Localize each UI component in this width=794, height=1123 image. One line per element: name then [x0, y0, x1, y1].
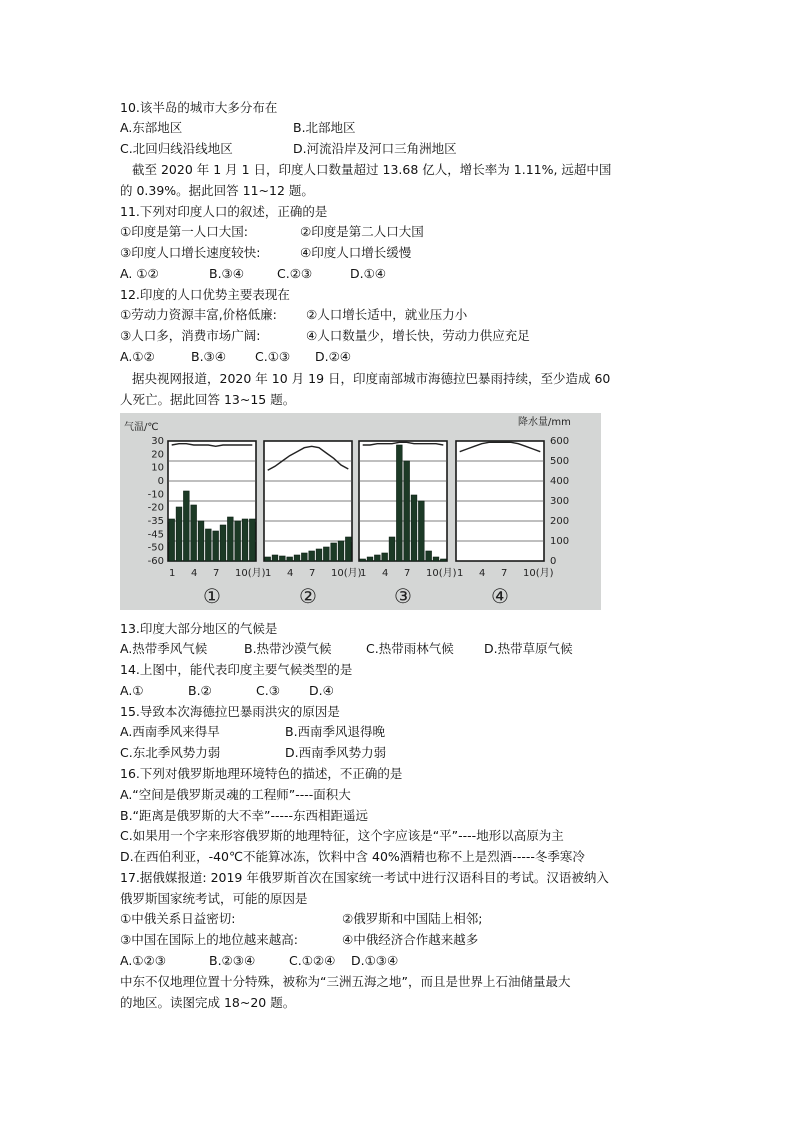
precipitation-tick-label: 200	[550, 516, 570, 527]
q12-item-2: ②人口增长适中，就业压力小	[306, 307, 468, 322]
precipitation-bar	[249, 519, 255, 561]
precipitation-bar	[404, 461, 410, 561]
q11-stem: 11.下列对印度人口的叙述，正确的是	[120, 204, 328, 219]
precipitation-bar	[265, 557, 271, 561]
precipitation-bar	[374, 555, 380, 561]
q17-item-3: ③中国在国际上的地位越来越高:	[120, 932, 298, 947]
q11-item-1: ①印度是第一人口大国:	[120, 224, 248, 239]
intro2-line2: 人死亡。据此回答 13~15 题。	[120, 392, 296, 407]
temperature-tick-label: -35	[147, 516, 164, 527]
precipitation-bar	[433, 557, 439, 561]
q12-option-a: A.①②	[120, 349, 155, 364]
intro1-line2: 的 0.39%。据此回答 11~12 题。	[120, 183, 314, 198]
panel-label: ①	[203, 584, 221, 608]
q12-option-c: C.①③	[255, 349, 291, 364]
intro2-line1: 据央视网报道，2020 年 10 月 19 日，印度南部城市海德拉巴暴雨持续，至少造成 60	[132, 371, 611, 386]
intro1-line1: 截至 2020 年 1 月 1 日，印度人口数量超过 13.68 亿人，增长率为 1.11%, 远超中国	[132, 162, 612, 177]
precipitation-bar	[309, 551, 315, 561]
q16-option-c: C.如果用一个字来形容俄罗斯的地理特征，这个字应该是“平”----地形以高原为主	[120, 828, 564, 843]
precipitation-bar	[440, 559, 446, 561]
precipitation-bar	[242, 519, 248, 561]
q12-item-4: ④人口数量少，增长快，劳动力供应充足	[306, 328, 530, 343]
precipitation-bar	[331, 543, 337, 561]
precipitation-bar	[426, 551, 432, 561]
q14-option-a: A.①	[120, 683, 144, 698]
q14-option-b: B.②	[188, 683, 212, 698]
precipitation-tick-label: 0	[550, 556, 557, 567]
precipitation-tick-label: 100	[550, 536, 570, 547]
q13-option-b: B.热带沙漠气候	[244, 641, 332, 656]
q12-option-d: D.②④	[315, 349, 352, 364]
q15-option-c: C.东北季风势力弱	[120, 745, 221, 760]
precipitation-axis-label: 降水量/mm	[518, 417, 571, 428]
precipitation-bar	[418, 501, 424, 561]
q16-option-b: B.“距离是俄罗斯的大不幸”-----东西相距遥远	[120, 808, 369, 823]
q17-option-c: C.①②④	[289, 953, 336, 968]
q12-stem: 12.印度的人口优势主要表现在	[120, 287, 290, 302]
month-tick-label: 1	[169, 568, 176, 579]
month-tick-label: 10(月)	[426, 568, 457, 579]
month-tick-label: 1	[265, 568, 272, 579]
q14-option-c: C.③	[256, 683, 280, 698]
precipitation-bar	[338, 541, 344, 561]
q12-option-b: B.③④	[191, 349, 226, 364]
q10-stem: 10.该半岛的城市大多分布在	[120, 100, 278, 115]
q13-option-c: C.热带雨林气候	[366, 641, 454, 656]
q12-item-3: ③人口多，消费市场广阔:	[120, 328, 261, 343]
q17-stem-line1: 17.据俄媒报道: 2019 年俄罗斯首次在国家统一考试中进行汉语科目的考试。汉语被纳入	[120, 870, 609, 885]
intro3-line2: 的地区。读图完成 18~20 题。	[120, 995, 296, 1010]
month-tick-label: 4	[382, 568, 389, 579]
precipitation-bar	[279, 556, 285, 561]
q11-option-c: C.②③	[277, 266, 313, 281]
q10-option-a: A.东部地区	[120, 120, 183, 135]
panel-label: ④	[491, 584, 509, 608]
precipitation-bar	[176, 507, 182, 561]
month-tick-label: 10(月)	[331, 568, 362, 579]
month-tick-label: 4	[479, 568, 486, 579]
intro3-line1: 中东不仅地理位置十分特殊，被称为“三洲五海之地”，而且是世界上石油储量最大	[120, 974, 571, 989]
q15-option-a: A.西南季风来得早	[120, 724, 220, 739]
precipitation-bar	[220, 525, 226, 561]
q12-item-1: ①劳动力资源丰富,价格低廉:	[120, 307, 277, 322]
precipitation-tick-label: 300	[550, 496, 570, 507]
q14-option-d: D.④	[309, 683, 334, 698]
temperature-tick-label: -20	[147, 502, 164, 514]
q15-option-d: D.西南季风势力弱	[285, 745, 387, 760]
precipitation-bar	[396, 445, 402, 561]
q16-stem: 16.下列对俄罗斯地理环境特色的描述，不正确的是	[120, 766, 403, 781]
temperature-tick-label: -60	[147, 556, 164, 567]
temperature-tick-label: -45	[147, 529, 164, 541]
climate-charts	[120, 413, 601, 610]
precipitation-bar	[272, 555, 278, 561]
q17-option-b: B.②③④	[209, 953, 256, 968]
precipitation-bar	[316, 549, 322, 561]
month-tick-label: 1	[457, 568, 464, 579]
month-tick-label: 10(月)	[523, 568, 554, 579]
temperature-tick-label: 0	[157, 476, 164, 487]
precipitation-bar	[227, 517, 233, 561]
q17-item-4: ④中俄经济合作越来越多	[342, 932, 479, 947]
q17-option-d: D.①③④	[351, 953, 399, 968]
temperature-tick-label: 10	[151, 462, 164, 474]
precipitation-bar	[345, 537, 351, 561]
q13-option-d: D.热带草原气候	[484, 641, 573, 656]
month-tick-label: 7	[213, 568, 220, 579]
temperature-tick-label: 20	[151, 449, 164, 461]
q17-stem-line2: 俄罗斯国家统考试，可能的原因是	[120, 891, 308, 906]
panel-label: ②	[299, 584, 317, 608]
precipitation-tick-label: 600	[550, 436, 570, 447]
precipitation-bar	[323, 547, 329, 561]
precipitation-bar	[213, 531, 219, 561]
q17-item-1: ①中俄关系日益密切:	[120, 911, 236, 926]
q11-option-b: B.③④	[209, 266, 244, 281]
q15-stem: 15.导致本次海德拉巴暴雨洪灾的原因是	[120, 704, 340, 719]
q16-option-a: A.“空间是俄罗斯灵魂的工程师”----面积大	[120, 787, 351, 802]
q17-item-2: ②俄罗斯和中国陆上相邻;	[342, 911, 483, 926]
q11-option-a: A. ①②	[120, 266, 159, 281]
q11-item-3: ③印度人口增长速度较快:	[120, 245, 261, 260]
q13-stem: 13.印度大部分地区的气候是	[120, 621, 278, 636]
q17-option-a: A.①②③	[120, 953, 166, 968]
precipitation-bar	[191, 505, 197, 561]
month-tick-label: 7	[501, 568, 508, 579]
temperature-tick-label: 30	[151, 436, 164, 447]
precipitation-bar	[301, 553, 307, 561]
temperature-axis-label: 气温/℃	[124, 422, 159, 433]
q10-option-c: C.北回归线沿线地区	[120, 141, 233, 156]
q14-stem: 14.上图中，能代表印度主要气候类型的是	[120, 662, 353, 677]
precipitation-bar	[411, 495, 417, 561]
q11-option-d: D.①④	[350, 266, 387, 281]
precipitation-bar	[382, 553, 388, 561]
precipitation-bar	[367, 557, 373, 561]
precipitation-bar	[169, 519, 175, 561]
precipitation-bar	[294, 555, 300, 561]
precipitation-bar	[205, 529, 211, 561]
precipitation-bar	[389, 537, 395, 561]
month-tick-label: 1	[360, 568, 367, 579]
q10-option-d: D.河流沿岸及河口三角洲地区	[293, 141, 457, 156]
precipitation-bar	[235, 521, 241, 561]
precipitation-bar	[198, 521, 204, 561]
q10-option-b: B.北部地区	[293, 120, 356, 135]
precipitation-bar	[360, 559, 366, 561]
precipitation-bar	[287, 557, 293, 561]
month-tick-label: 4	[191, 568, 198, 579]
month-tick-label: 7	[309, 568, 316, 579]
q13-option-a: A.热带季风气候	[120, 641, 208, 656]
panel-label: ③	[394, 584, 412, 608]
temperature-tick-label: -10	[147, 489, 164, 501]
month-tick-label: 10(月)	[235, 568, 266, 579]
precipitation-bar	[183, 491, 189, 561]
month-tick-label: 7	[404, 568, 411, 579]
month-tick-label: 4	[287, 568, 294, 579]
q15-option-b: B.西南季风退得晚	[285, 724, 386, 739]
q16-option-d: D.在西伯利亚，-40℃不能算冰冻，饮料中含 40%酒精也称不上是烈酒-----冬季寒冷	[120, 849, 585, 864]
precipitation-tick-label: 500	[550, 456, 570, 467]
temperature-tick-label: -50	[147, 542, 164, 554]
q11-item-2: ②印度是第二人口大国	[300, 224, 424, 239]
precipitation-tick-label: 400	[550, 476, 570, 487]
q11-item-4: ④印度人口增长缓慢	[300, 245, 412, 260]
